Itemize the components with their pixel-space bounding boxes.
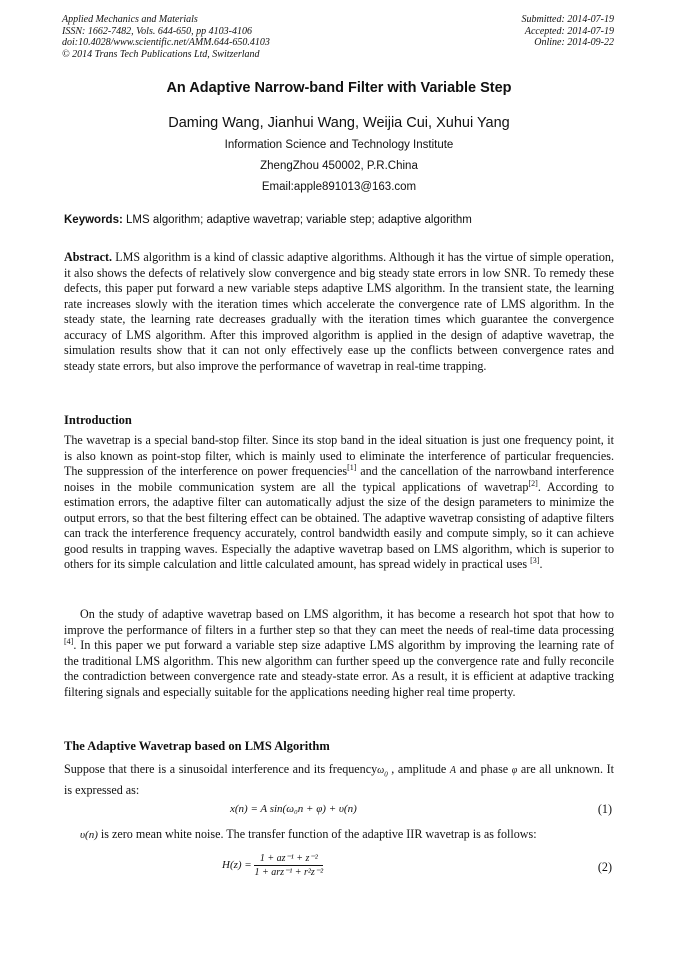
keywords <box>64 214 624 226</box>
equation-2-number: (2) <box>597 860 612 874</box>
keywords-label: Keywords: <box>64 214 123 226</box>
equation-1: x(n) = A sin(ω₀n + φ) + υ(n) <box>230 803 357 815</box>
citation-3[interactable]: [3] <box>530 556 540 565</box>
submitted-date: Submitted: 2014-07-19 <box>521 14 614 25</box>
s2-p1-text-b: , amplitude <box>387 762 450 776</box>
omega-subscript: 0 <box>384 770 388 779</box>
intro-p2-text-a: On the study of adaptive wavetrap based on LMS algorithm, it has become a research hot spot that how to improve the performance of filters in a further step so that they can meet the needs of real-time data processing <box>64 607 614 637</box>
journal-info <box>62 14 270 60</box>
equation-2-numerator: 1 + az⁻¹ + z⁻² <box>254 853 323 866</box>
keywords-text: LMS algorithm; adaptive wavetrap; variable step; adaptive algorithm <box>122 214 472 226</box>
s2-p1-text-c: and phase <box>455 762 512 776</box>
abstract-label: Abstract. <box>64 250 113 264</box>
intro-p1-text-c: . According to estimation errors, the adaptive filter can automatically adjust the size of the design parameters to minimize the output errors, so that the best filtering effect can be obtained. The adaptive wavetrap consisting of adaptive filters can track the interference frequency accurately, control bandwidth easily and compute simply, so it can achieve good results in trapping waves. Especially the adaptive wavetrap based on LMS algorithm, which is superior to others for its simple calculation and little calculated amount, has spread widely in practical uses <box>64 479 614 571</box>
section2-paragraph-1 <box>64 762 614 798</box>
intro-paragraph-2 <box>64 607 614 700</box>
equation-2-fraction <box>254 853 323 878</box>
copyright-line: © 2014 Trans Tech Publications Ltd, Switzerland <box>62 48 260 60</box>
affiliation-city: ZhengZhou 450002, P.R.China <box>260 160 418 172</box>
s2-p2-text: is zero mean white noise. The transfer function of the adaptive IIR wavetrap is as follows: <box>97 827 537 841</box>
author-list: Daming Wang, Jianhui Wang, Weijia Cui, Xuhui Yang <box>168 115 510 131</box>
citation-1[interactable]: [1] <box>347 463 357 472</box>
issn-line: ISSN: 1662-7482, Vols. 644-650, pp 4103-4106 <box>62 25 252 37</box>
equation-2-denominator: 1 + arz⁻¹ + r²z⁻² <box>254 867 324 878</box>
paper-title: An Adaptive Narrow-band Filter with Variable Step <box>166 80 512 96</box>
s2-p1-text-a: Suppose that there is a sinusoidal interference and its frequency <box>64 762 378 776</box>
section2-paragraph-2 <box>80 827 614 844</box>
equation-2-lhs: H(z) = <box>222 859 252 872</box>
journal-name: Applied Mechanics and Materials <box>62 14 198 25</box>
intro-p1-text-a: The wavetrap is a special band-stop filter. Since its stop band in the ideal situation is just one frequency point, it is also known as point-stop filter, which is mainly used to eliminate the interference of particular frequencies. The suppression of the interference on power frequencies <box>64 433 614 478</box>
online-date: Online: 2014-09-22 <box>534 37 614 48</box>
intro-p2-text-b: . In this paper we put forward a variable step size adaptive LMS algorithm by improving the learning rate of the traditional LMS algorithm. This new algorithm can further speed up the convergence rate and fully reconcile the contradiction between convergence rate and steady-state error. As a result, it is efficient at adaptive tracking filtering signals and especially suitable for the applications needing higher real time property. <box>64 638 614 699</box>
abstract-text: LMS algorithm is a kind of classic adaptive algorithms. Although it has the virtue of simple operation, it also shows the defects of relatively slow convergence and big steady state errors in low SNR. To remedy these defects, this paper put forward a new variable steps adaptive LMS algorithm. In the transient state, the learning rate increases slowly with the iteration times which accelerate the convergence rate of LMS algorithm. In the steady state, the learning rate decreases gradually with the iteration times which guarantee the convergence accuracy of LMS algorithm. After this improved algorithm is applied in the design of adaptive wavetrap, the simulation results show that it can not only effectively ease up the conflicts between convergence rates and steady state errors, but also improve the performance of wavetrap in real-time trapping. <box>64 250 614 373</box>
intro-p1-text-b: and the cancellation of the narrowband interference noises in the mobile communication system are all the typical applications of wavetrap <box>64 464 614 494</box>
abstract <box>64 250 614 374</box>
affiliation-institute: Information Science and Technology Institute <box>224 139 454 151</box>
phase-symbol: φ <box>511 765 518 776</box>
equation-2 <box>222 853 323 878</box>
submission-dates <box>522 14 615 49</box>
accepted-date: Accepted: 2014-07-19 <box>524 25 614 37</box>
intro-paragraph-1 <box>64 433 614 573</box>
author-email: Email:apple891013@163.com <box>261 181 417 193</box>
citation-4[interactable]: [4] <box>64 637 74 646</box>
section-heading-introduction: Introduction <box>64 413 132 427</box>
amplitude-symbol: A <box>449 765 456 776</box>
omega-symbol: ω <box>377 765 385 776</box>
s2-p1-text-d: are all unknown. It is expressed as: <box>64 762 614 797</box>
intro-p1-text-d: . <box>539 557 543 571</box>
noise-symbol: υ(n) <box>80 829 98 841</box>
doi-line: doi:10.4028/www.scientific.net/AMM.644-650.4103 <box>62 37 270 48</box>
section-heading-adaptive-wavetrap: The Adaptive Wavetrap based on LMS Algorithm <box>64 739 330 753</box>
citation-2[interactable]: [2] <box>528 478 538 488</box>
equation-1-number: (1) <box>597 802 612 816</box>
